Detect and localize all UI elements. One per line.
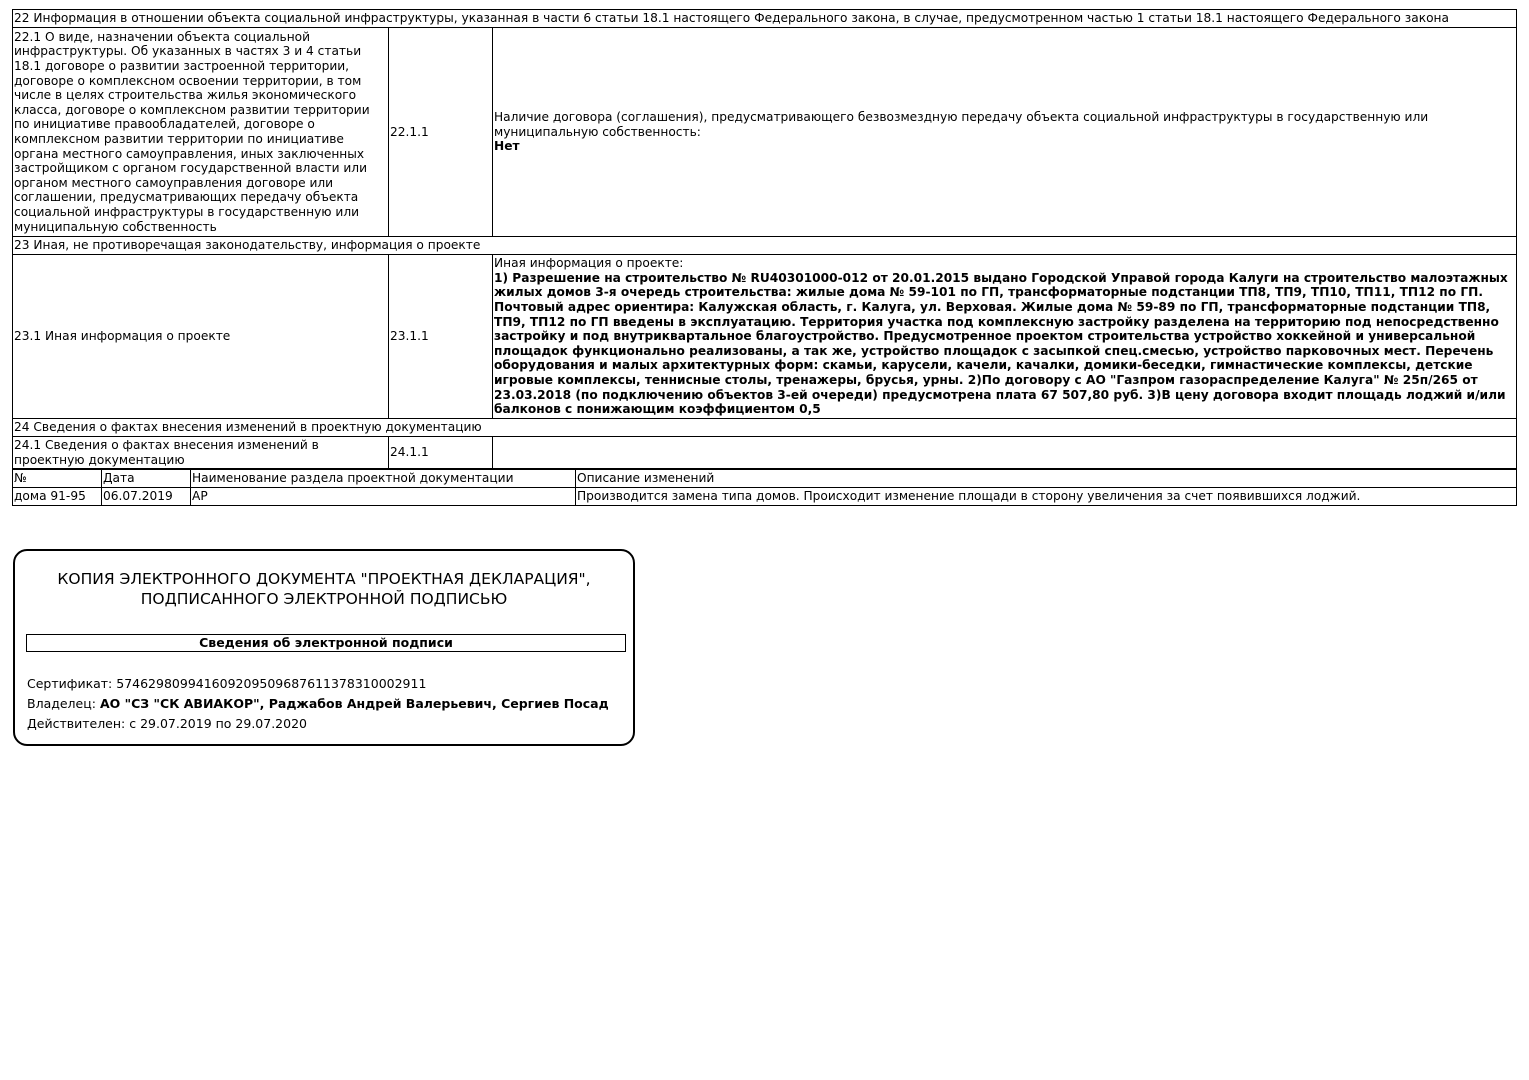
certificate-line [27,677,426,692]
changes-col-section: Наименование раздела проектной документации [191,470,576,488]
section-24-1-label: 24.1 Сведения о фактах внесения изменений в проектную документацию [13,437,389,469]
table-row [13,488,1517,506]
section-22-1-value-cell [493,28,1517,237]
changes-cell-number: дома 91-95 [13,488,102,506]
signature-title-line-1: КОПИЯ ЭЛЕКТРОННОГО ДОКУМЕНТА "ПРОЕКТНАЯ ДЕКЛАРАЦИЯ", [57,570,591,588]
owner-line [27,697,609,712]
changes-col-date: Дата [102,470,191,488]
changes-table [12,469,1517,506]
section-22-1-code: 22.1.1 [389,28,493,237]
validity-value: с 29.07.2019 по 29.07.2020 [129,716,307,731]
section-23-1-value-label: Иная информация о проекте: [494,256,684,271]
section-23-header: 23 Иная, не противоречащая законодательству, информация о проекте [13,237,1517,255]
changes-cell-date: 06.07.2019 [102,488,191,506]
declaration-document [12,9,1517,506]
certificate-value: 574629809941609209509687611378310002911 [116,676,427,691]
signature-info-box: Сведения об электронной подписи [26,634,626,652]
section-24-1-code: 24.1.1 [389,437,493,469]
declaration-table [12,9,1517,469]
section-24-header: 24 Сведения о фактах внесения изменений в проектную документацию [13,419,1517,437]
signature-title-line-2: ПОДПИСАННОГО ЭЛЕКТРОННОЙ ПОДПИСЬЮ [140,590,508,608]
section-23-1-value: 1) Разрешение на строительство № RU40301000-012 от 20.01.2015 выдано Городской Управой города Калуги на строительство малоэтажных жилых домов 3-я очередь строительства: жилые дома № 59-101 по ГП, трансформаторные подстанции ТП8, ТП9, ТП10, ТП11, ТП12 по ГП. Почтовый адрес ориентира: Калужская область, г. Калуга, ул. Верховая. Жилые дома № 59-89 по ГП, трансформаторные подстанции ТП8, ТП9, ТП12 по ГП введены в эксплуатацию. Территория участка под комплексную застройку разделена на территорию под непосредственно застройку и под внутриквартальное благоустройство. Предусмотренное проектом строительства устройство хоккейной и универсальной площадок функционально реализованы, а так же, устройство площадок с засыпкой спец.смесью, устройство парковочных мест. Перечень оборудования и малых архитектурных форм: скамьи, карусели, качели, качалки, домики-беседки, гимнастические комплексы, детские игровые комплексы, теннисные столы, тренажеры, брусья, урны. 2)По договору с АО "Газпром газораспределение Калуга" № 25п/265 от 23.03.2018 (по подключению объектов 3-ей очереди) предусмотрена плата 67 507,80 руб. 3)В цену договора входит площадь лоджий и/или балконов с понижающим коэффициентом 0,5 [494,270,1508,417]
section-23-1-label: 23.1 Иная информация о проекте [13,255,389,419]
validity-line [27,717,307,732]
owner-value: АО "СЗ "СК АВИАКОР", Раджабов Андрей Валерьевич, Сергиев Посад [99,696,609,711]
signature-title [15,569,633,609]
section-23-1-value-cell [493,255,1517,419]
section-23-1-code: 23.1.1 [389,255,493,419]
section-24-1-value [493,437,1517,469]
changes-col-description: Описание изменений [576,470,1517,488]
changes-cell-description: Производится замена типа домов. Происходит изменение площади в сторону увеличения за счет появившихся лоджий. [576,488,1517,506]
signature-stamp [13,549,635,746]
section-22-1-value-label: Наличие договора (соглашения), предусматривающего безвозмездную передачу объекта социальной инфраструктуры в государственную или муниципальную собственность: [494,110,1429,139]
section-22-1-label: 22.1 О виде, назначении объекта социальной инфраструктуры. Об указанных в частях 3 и 4 статьи 18.1 договоре о развитии застроенной территории, договоре о комплексном освоении территории, в том числе в целях строительства жилья экономического класса, договоре о комплексном развитии территории по инициативе правообладателей, договоре о комплексном развитии территории по инициативе органа местного самоуправления, иных заключенных застройщиком с органом государственной власти или органом местного самоуправления договоре или соглашении, предусматривающих передачу объекта социальной инфраструктуры в государственную или муниципальную собственность [13,28,389,237]
section-22-header: 22 Информация в отношении объекта социальной инфраструктуры, указанная в части 6 статьи 18.1 настоящего Федерального закона, в случае, предусмотренном частью 1 статьи 18.1 настоящего Федерального закона [13,10,1517,28]
changes-col-number: № [13,470,102,488]
section-22-1-value: Нет [494,139,520,154]
owner-label: Владелец: [27,696,100,711]
validity-label: Действителен: [27,716,130,731]
changes-cell-section: АР [191,488,576,506]
certificate-label: Сертификат: [27,676,117,691]
